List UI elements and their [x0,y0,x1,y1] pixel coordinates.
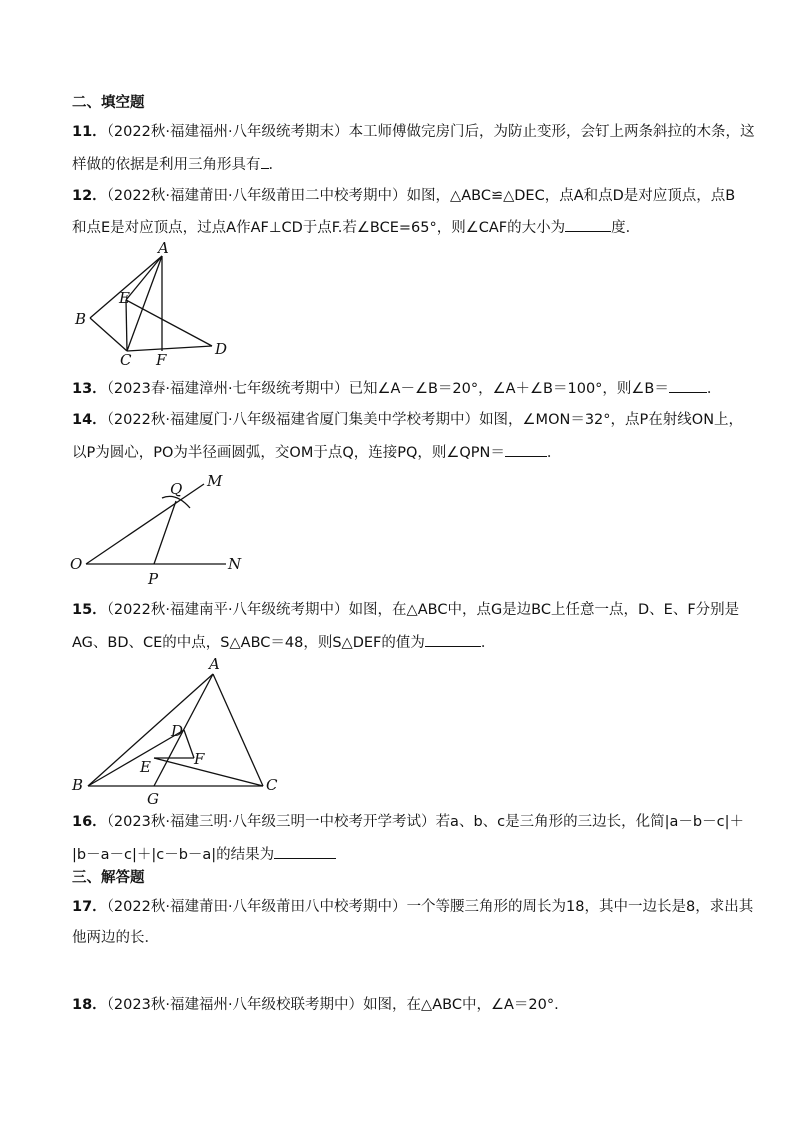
answer-blank [505,442,547,457]
question-text-end: ． [268,157,283,173]
point-label-b: B [75,310,87,328]
question-text: 如图，∠MON＝32°，点P在射线ON上， [479,412,744,428]
question-text: |b－a－c|＋|c－b－a|的结果为 [72,847,275,863]
question-12-line-1 [72,186,735,206]
question-text: 如图，在△ABC中，点G是边BC上任意一点，D、E、F分别是 [348,602,740,618]
ray-om [86,484,204,564]
question-16-line-2 [72,844,336,865]
point-label-a: A [158,240,169,257]
question-11-line-2 [72,154,283,175]
question-number: 15． [72,602,107,618]
question-text: 样做的依据是利用三角形具有 [72,157,261,173]
question-number: 13． [72,381,107,397]
question-text: 以P为圆心，PO为半径画圆弧，交OM于点Q，连接PQ，则∠QPN＝ [72,445,505,461]
question-text-end: ． [706,381,722,397]
question-13 [72,378,721,399]
point-label-a: A [209,655,220,673]
point-label-g: G [147,790,159,808]
question-source: （2022秋·福建厦门·八年级福建省厦门集美中学校考期中） [106,412,480,428]
answer-blank [565,217,611,232]
segment-cd [127,346,212,351]
question-text-end: ． [480,635,496,651]
question-17-line-1 [72,897,753,917]
question-18 [72,995,559,1015]
answer-blank [261,154,269,169]
question-number: 18． [72,997,107,1013]
question-text: 一个等腰三角形的周长为18，其中一边长是8，求出其 [406,899,754,915]
question-source: （2023秋·福建福州·八年级校联考期中） [106,997,364,1013]
question-number: 11． [72,124,107,140]
question-12-line-2 [72,217,640,238]
segment-bc [90,318,127,351]
question-text: 已知∠A－∠B＝20°，∠A＋∠B＝100°，则∠B＝ [348,381,669,397]
point-label-o: O [70,555,83,573]
question-text: 如图，在△ABC中，∠A＝20°. [363,997,559,1013]
point-label-f: F [156,351,167,369]
question-15-line-2 [72,632,495,653]
segment-df [184,730,194,758]
point-label-e: E [140,758,151,776]
point-label-c: C [120,351,132,369]
point-label-m: M [207,472,223,490]
point-label-n: N [228,555,242,573]
answer-blank [274,844,336,859]
question-text: 本工师傅做完房门后，为防止变形，会钉上两条斜拉的木条，这 [348,124,755,140]
figure-q15 [68,652,288,808]
question-11-line-1 [72,122,755,142]
section-heading-fill: 二、填空题 [72,95,145,111]
question-source: （2022秋·福建莆田·八年级莆田八中校考期中） [106,899,407,915]
question-14-line-2 [72,442,561,463]
question-text: 如图，△ABC≌△DEC，点A和点D是对应顶点，点B [406,188,736,204]
section-heading-solve: 三、解答题 [72,870,145,886]
point-label-c: C [266,776,278,794]
question-14-line-1 [72,410,743,430]
question-text: 他两边的长． [72,930,159,946]
question-source: （2022秋·福建福州·八年级统考期末） [106,124,349,140]
question-text: 若a、b、c是三角形的三边长，化简|a－b－c|＋ [435,814,744,830]
point-label-f: F [194,750,205,768]
question-source: （2022秋·福建南平·八年级统考期中） [106,602,349,618]
answer-blank [669,378,707,393]
question-source: （2023秋·福建三明·八年级三明一中校考开学考试） [106,814,436,830]
segment-ac [213,674,263,786]
question-text: AG、BD、CE的中点，S△ABC＝48，则S△DEF的值为 [72,635,425,651]
point-label-b: B [72,776,84,794]
answer-blank [425,632,481,647]
segment-ec [126,300,127,351]
question-source: （2022秋·福建莆田·八年级莆田二中校考期中） [106,188,407,204]
question-number: 17． [72,899,107,915]
point-label-d: D [215,340,228,358]
question-text: 和点E是对应顶点，过点A作AF⊥CD于点F.若∠BCE=65°，则∠CAF的大小为 [72,220,566,236]
question-number: 16． [72,814,107,830]
point-label-q: Q [170,480,183,498]
question-source: （2023春·福建漳州·七年级统考期中） [106,381,349,397]
point-label-p: P [148,570,159,588]
question-17-line-2 [72,928,159,948]
question-16-line-1 [72,812,744,832]
segment-ed [126,300,212,346]
question-number: 12． [72,188,107,204]
segment-ea [126,256,162,300]
figure-q12 [70,240,240,370]
question-text-end: ． [546,445,562,461]
question-text-end: 度． [611,220,641,236]
segment-ce [154,758,263,786]
point-label-d: D [171,722,184,740]
question-15-line-1 [72,600,739,620]
question-number: 14． [72,412,107,428]
point-label-e: E [119,289,130,307]
figure-q14 [66,468,256,588]
